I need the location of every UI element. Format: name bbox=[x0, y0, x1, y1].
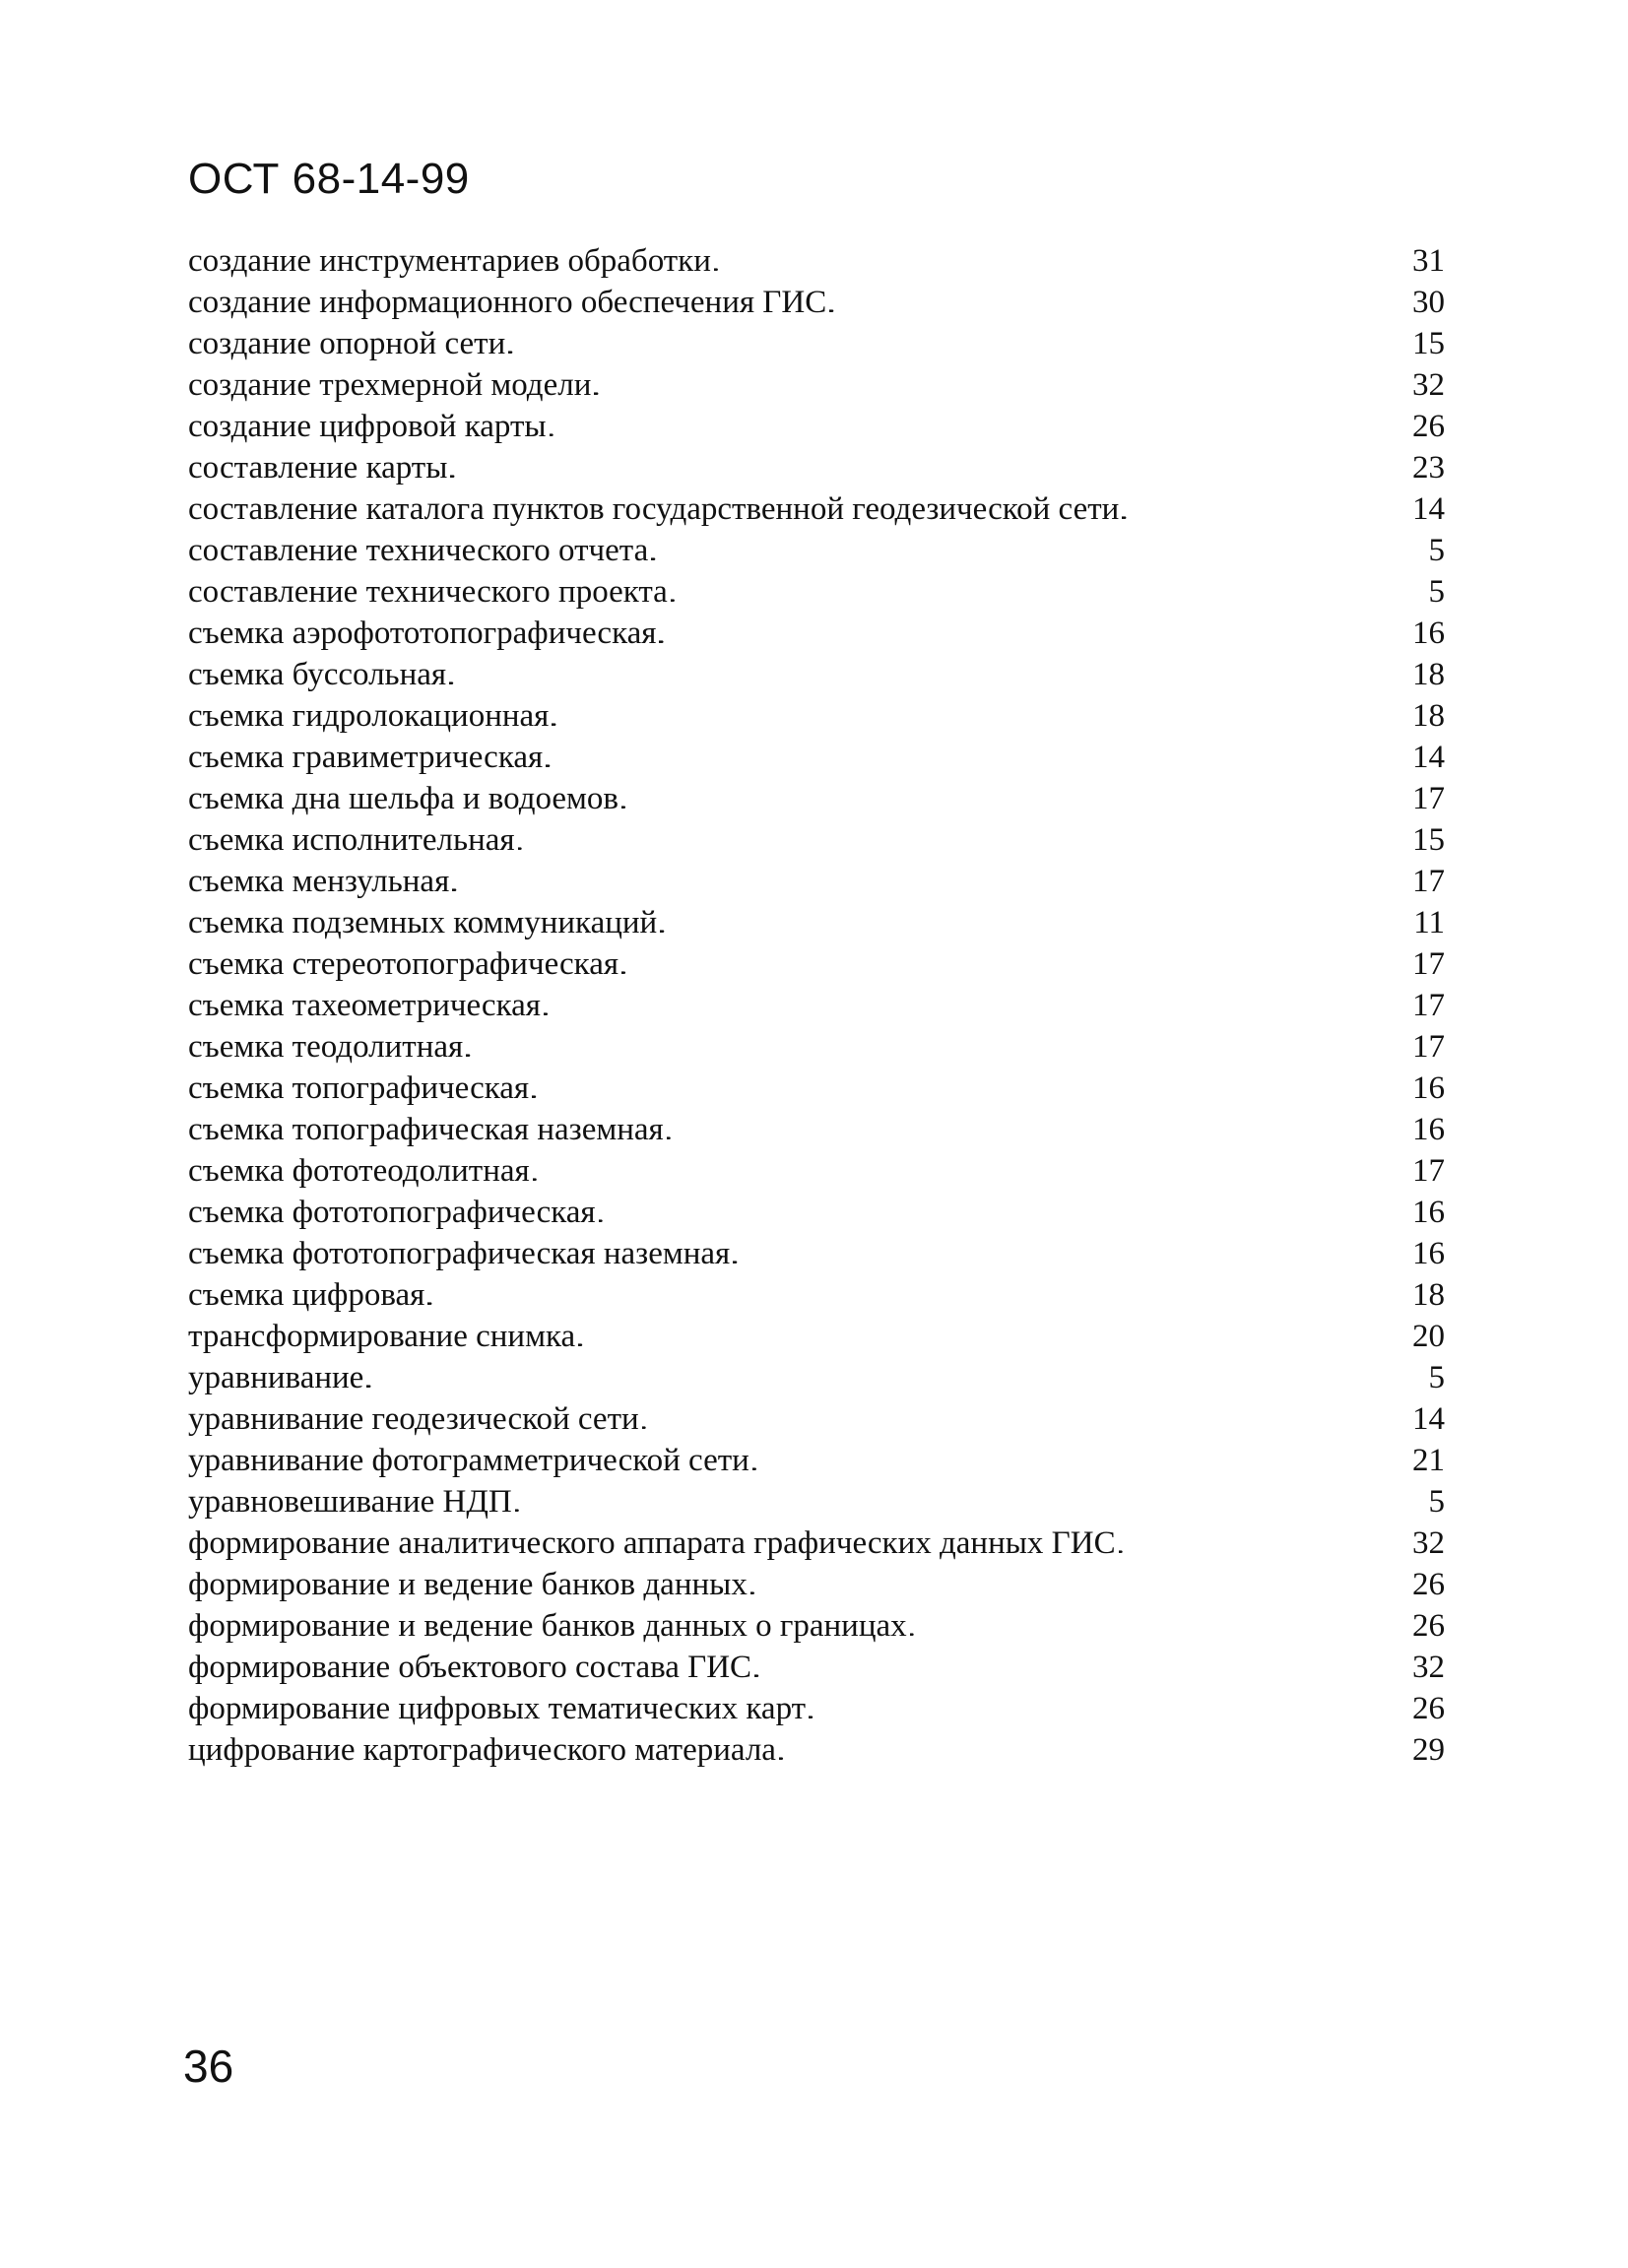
index-page-ref: 29 bbox=[1412, 1732, 1445, 1768]
index-term: создание трехмерной модели bbox=[188, 367, 592, 403]
dot-leader bbox=[1119, 1523, 1409, 1567]
index-entry bbox=[188, 943, 1445, 985]
index-entry bbox=[188, 1605, 1445, 1647]
index-entry bbox=[188, 1068, 1445, 1109]
index-entry bbox=[188, 1192, 1445, 1233]
index-term: составление технического проекта bbox=[188, 574, 668, 610]
index-term: съемка топографическая наземная bbox=[188, 1112, 664, 1147]
index-entry bbox=[188, 695, 1445, 737]
index-term: съемка фототопографическая наземная bbox=[188, 1236, 731, 1271]
index-page-ref: 16 bbox=[1412, 1112, 1445, 1147]
dot-leader bbox=[508, 323, 1409, 367]
dot-leader bbox=[829, 282, 1409, 326]
index-term: съемка гравиметрическая bbox=[188, 740, 544, 775]
index-page-ref: 18 bbox=[1412, 698, 1445, 734]
index-entry bbox=[188, 778, 1445, 819]
index-page-ref: 11 bbox=[1413, 905, 1445, 940]
index-term: съемка аэрофототопографическая bbox=[188, 616, 657, 651]
index-term: создание опорной сети bbox=[188, 326, 506, 361]
dot-leader bbox=[667, 1109, 1409, 1153]
index-entry bbox=[188, 406, 1445, 447]
index-term: съемка дна шельфа и водоемов bbox=[188, 781, 619, 816]
dot-leader bbox=[532, 1068, 1409, 1112]
index-term: съемка мензульная bbox=[188, 864, 450, 899]
index-term: уравнивание геодезической сети bbox=[188, 1401, 639, 1437]
index-term: съемка теодолитная bbox=[188, 1029, 464, 1065]
index-term: создание информационного обеспечения ГИС bbox=[188, 285, 827, 320]
dot-leader bbox=[599, 1192, 1409, 1236]
index-entry bbox=[188, 1647, 1445, 1688]
index-term: составление технического отчета bbox=[188, 533, 649, 568]
index-term: создание цифровой карты bbox=[188, 409, 547, 444]
index-term: съемка фототопографическая bbox=[188, 1195, 596, 1230]
index-page-ref: 26 bbox=[1412, 1567, 1445, 1602]
index-entry bbox=[188, 364, 1445, 406]
dot-leader bbox=[450, 447, 1409, 491]
index-entry bbox=[188, 1357, 1445, 1398]
dot-leader bbox=[659, 613, 1409, 657]
dot-leader bbox=[550, 406, 1409, 450]
index-term: съемка топографическая bbox=[188, 1070, 530, 1106]
dot-leader bbox=[466, 1026, 1409, 1070]
dot-leader bbox=[809, 1688, 1409, 1732]
index-entry bbox=[188, 1729, 1445, 1771]
index-page-ref: 18 bbox=[1412, 657, 1445, 692]
index-page-ref: 5 bbox=[1428, 1360, 1445, 1395]
index-term: формирование и ведение банков данных bbox=[188, 1567, 748, 1602]
index-term: формирование и ведение банков данных о границах bbox=[188, 1608, 907, 1644]
index-page-ref: 17 bbox=[1412, 988, 1445, 1023]
dot-leader bbox=[518, 819, 1409, 864]
index-page-ref: 14 bbox=[1412, 740, 1445, 775]
index-entry bbox=[188, 530, 1445, 571]
index-entry bbox=[188, 613, 1445, 654]
index-term: съемка исполнительная bbox=[188, 822, 515, 858]
index-term: съемка стереотопографическая bbox=[188, 946, 619, 982]
index-term: уравнивание фотограмметрической сети bbox=[188, 1443, 749, 1478]
dot-leader bbox=[671, 571, 1426, 616]
index-term: съемка тахеометрическая bbox=[188, 988, 541, 1023]
index-term: трансформирование снимка bbox=[188, 1319, 576, 1354]
dot-leader bbox=[733, 1233, 1409, 1277]
index-term: формирование аналитического аппарата графических данных ГИС bbox=[188, 1525, 1116, 1561]
index-term: формирование цифровых тематических карт bbox=[188, 1691, 807, 1726]
index-page-ref: 30 bbox=[1412, 285, 1445, 320]
dot-leader bbox=[1122, 488, 1409, 533]
dot-leader bbox=[910, 1605, 1409, 1650]
index-entry bbox=[188, 1109, 1445, 1150]
index-page-ref: 15 bbox=[1412, 822, 1445, 858]
dot-leader bbox=[594, 364, 1409, 409]
index-page-ref: 26 bbox=[1412, 409, 1445, 444]
index-page-ref: 16 bbox=[1412, 616, 1445, 651]
index-term: уравновешивание НДП bbox=[188, 1484, 512, 1520]
index-page-ref: 17 bbox=[1412, 1029, 1445, 1065]
index-page-ref: 16 bbox=[1412, 1195, 1445, 1230]
index-page-ref: 31 bbox=[1412, 243, 1445, 279]
dot-leader bbox=[642, 1398, 1409, 1443]
index-entry bbox=[188, 819, 1445, 861]
index-term: формирование объектового состава ГИС bbox=[188, 1650, 752, 1685]
index-page-ref: 26 bbox=[1412, 1691, 1445, 1726]
index-term: цифрование картографического материала bbox=[188, 1732, 776, 1768]
dot-leader bbox=[660, 902, 1410, 946]
index-term: съемка гидролокационная bbox=[188, 698, 550, 734]
index-entry bbox=[188, 571, 1445, 613]
dot-leader bbox=[452, 861, 1409, 905]
index-entry bbox=[188, 1233, 1445, 1274]
dot-leader bbox=[544, 985, 1409, 1029]
index-entry bbox=[188, 323, 1445, 364]
dot-leader bbox=[578, 1316, 1409, 1360]
dot-leader bbox=[621, 778, 1409, 822]
dot-leader bbox=[533, 1150, 1409, 1195]
index-entry bbox=[188, 447, 1445, 488]
dot-leader bbox=[449, 654, 1409, 698]
index-page-ref: 5 bbox=[1428, 533, 1445, 568]
index-page-ref: 16 bbox=[1412, 1070, 1445, 1106]
index-entry bbox=[188, 488, 1445, 530]
dot-leader bbox=[621, 943, 1409, 988]
index-entry bbox=[188, 1481, 1445, 1523]
index-term: создание инструментариев обработки bbox=[188, 243, 711, 279]
dot-leader bbox=[515, 1481, 1426, 1525]
index-page-ref: 26 bbox=[1412, 1608, 1445, 1644]
index-page-ref: 23 bbox=[1412, 450, 1445, 486]
index-page-ref: 32 bbox=[1412, 1650, 1445, 1685]
index-entry bbox=[188, 861, 1445, 902]
dot-leader bbox=[779, 1729, 1409, 1774]
dot-leader bbox=[552, 695, 1409, 740]
index-term: съемка буссольная bbox=[188, 657, 447, 692]
index-page-ref: 18 bbox=[1412, 1277, 1445, 1313]
index-entry bbox=[188, 282, 1445, 323]
dot-leader bbox=[750, 1564, 1409, 1608]
index-entry bbox=[188, 1523, 1445, 1564]
index-term: составление каталога пунктов государственной геодезической сети bbox=[188, 491, 1120, 527]
dot-leader bbox=[366, 1357, 1425, 1401]
index-page-ref: 15 bbox=[1412, 326, 1445, 361]
index-entry bbox=[188, 1688, 1445, 1729]
dot-leader bbox=[752, 1440, 1409, 1484]
page-number: 36 bbox=[183, 2041, 234, 2092]
index-page-ref: 32 bbox=[1412, 1525, 1445, 1561]
index-term: уравнивание bbox=[188, 1360, 364, 1395]
document-code-header: ОСТ 68-14-99 bbox=[188, 155, 470, 203]
dot-leader bbox=[427, 1274, 1409, 1319]
index-entry bbox=[188, 1026, 1445, 1068]
index-term: съемка цифровая bbox=[188, 1277, 425, 1313]
index-page-ref: 5 bbox=[1428, 574, 1445, 610]
index-page-ref: 20 bbox=[1412, 1319, 1445, 1354]
index-page-ref: 14 bbox=[1412, 491, 1445, 527]
index-entry bbox=[188, 1398, 1445, 1440]
index-entry bbox=[188, 1316, 1445, 1357]
dot-leader bbox=[651, 530, 1425, 574]
index-page-ref: 14 bbox=[1412, 1401, 1445, 1437]
index-entry bbox=[188, 240, 1445, 282]
index-entry bbox=[188, 1564, 1445, 1605]
index-page-ref: 17 bbox=[1412, 864, 1445, 899]
index-page-ref: 17 bbox=[1412, 946, 1445, 982]
index-entry bbox=[188, 654, 1445, 695]
index-entry bbox=[188, 737, 1445, 778]
index-page-ref: 16 bbox=[1412, 1236, 1445, 1271]
dot-leader bbox=[714, 240, 1409, 285]
index-term: съемка подземных коммуникаций bbox=[188, 905, 658, 940]
index-page-ref: 21 bbox=[1412, 1443, 1445, 1478]
index-entry bbox=[188, 1150, 1445, 1192]
index-entry bbox=[188, 1440, 1445, 1481]
index-term: съемка фототеодолитная bbox=[188, 1153, 530, 1189]
dot-leader bbox=[754, 1647, 1409, 1691]
index-page-ref: 5 bbox=[1428, 1484, 1445, 1520]
subject-index-list bbox=[188, 240, 1445, 1771]
index-entry bbox=[188, 985, 1445, 1026]
index-page-ref: 32 bbox=[1412, 367, 1445, 403]
index-term: составление карты bbox=[188, 450, 448, 486]
index-entry bbox=[188, 1274, 1445, 1316]
index-entry bbox=[188, 902, 1445, 943]
index-page-ref: 17 bbox=[1412, 1153, 1445, 1189]
index-page-ref: 17 bbox=[1412, 781, 1445, 816]
dot-leader bbox=[546, 737, 1409, 781]
